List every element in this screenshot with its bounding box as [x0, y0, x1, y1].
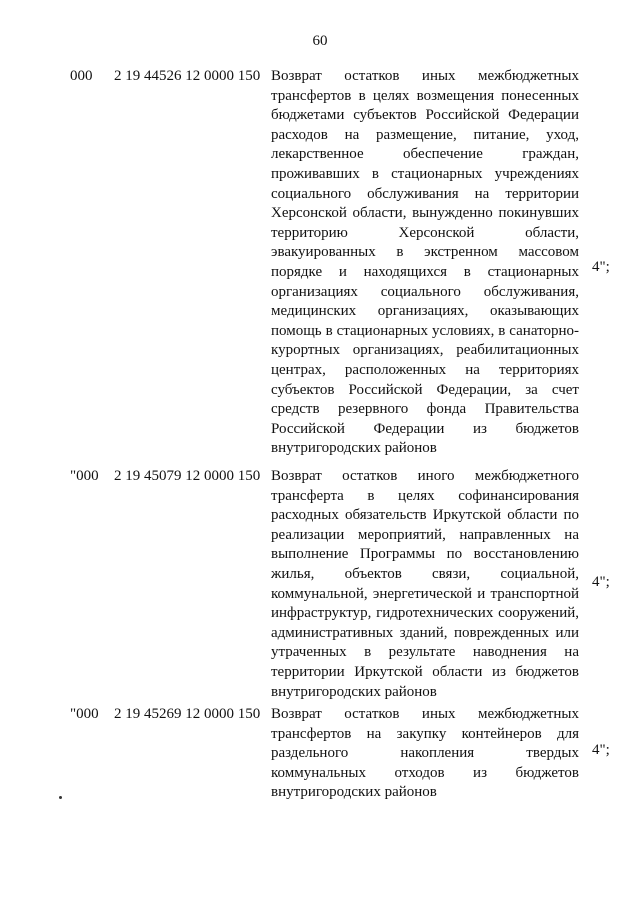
row-amount: 4"; [592, 259, 610, 275]
budget-code: 2 19 44526 12 0000 150 [114, 68, 261, 84]
row-description: Возврат остатков иных межбюджетных трансфертов в целях возмещения понесенных бюджетами субъектов Российской Федерации расходов на размещение, питание, уход, лекарственное обеспечение граждан, проживавших в стационарных учреждениях социального обслуживания на территории Херсонской области, вынужденно покинувших территорию Херсонской области, эвакуированных в экстренном массовом порядке и находящихся в стационарных организациях социального обслуживания, медицинских организациях, оказывающих помощь в стационарных условиях, в санаторно-курортных организациях, реабилитационных центрах, расположенных на территориях субъектов Российской Федерации, за счет средств резервного фонда Правительства Российской Федерации из бюджетов внутригородских районов [271, 68, 579, 457]
row-amount: 4"; [592, 574, 610, 590]
budget-code: 2 19 45079 12 0000 150 [114, 468, 261, 484]
page-number: 60 [312, 33, 328, 49]
row-description: Возврат остатков иного межбюджетного трансферта в целях софинансирования расходных обязательств Иркутской области по реализации мероприятий, направленных на выполнение Программы по восстановлению жилья, объектов связи, социальной, коммунальной, энергетической и транспортной инфраструктур, гидротехнических сооружений, административных зданий, поврежденных или утраченных в результате наводнения на территории Иркутской области из бюджетов внутригородских районов [271, 468, 579, 700]
scan-speck [59, 796, 62, 799]
budget-code: 2 19 45269 12 0000 150 [114, 706, 261, 722]
row-description: Возврат остатков иных межбюджетных трансфертов на закупку контейнеров для раздельного накопления твердых коммунальных отходов из бюджетов внутригородских районов [271, 706, 579, 801]
row-prefix: "000 [70, 468, 99, 484]
row-amount: 4"; [592, 742, 610, 758]
row-prefix: 000 [70, 68, 93, 84]
row-prefix: "000 [70, 706, 99, 722]
